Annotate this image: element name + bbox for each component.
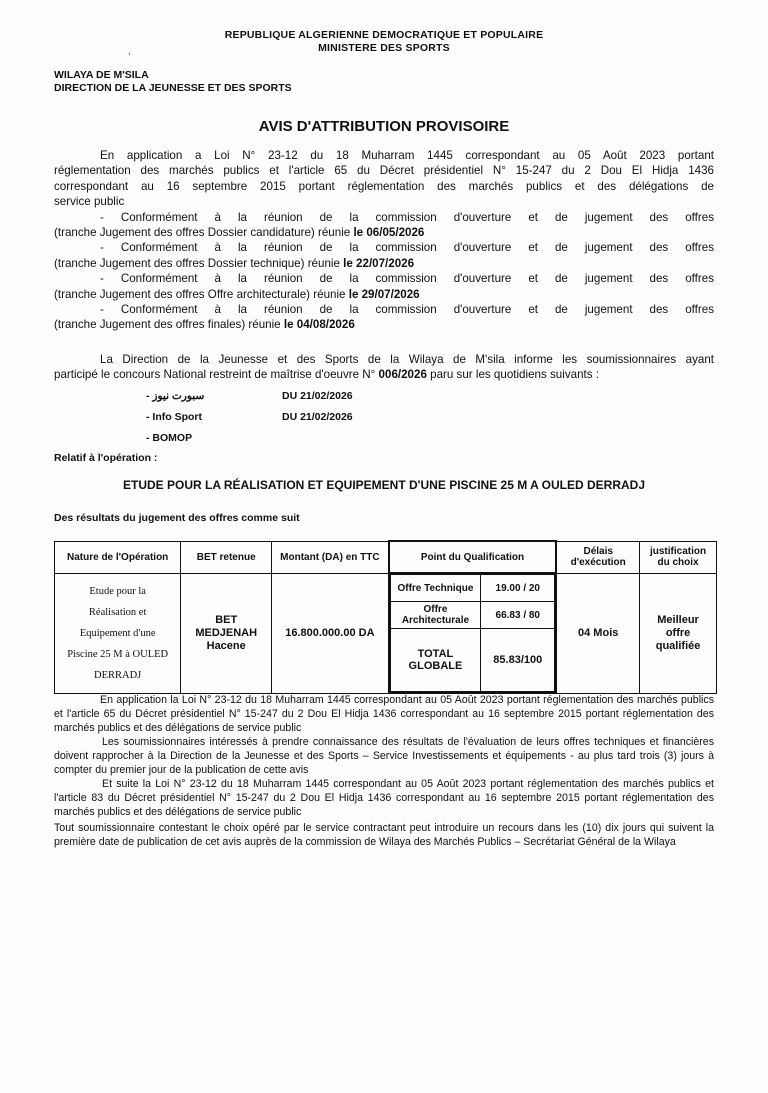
col-header-montant: Montant (DA) en TTC [272, 541, 389, 573]
col-header-justif: justification du choix [640, 541, 717, 573]
announce-line: participé le concours National restreint de maîtrise d'oeuvre N° 006/2026 paru sur les quotidiens suivants : [54, 368, 599, 382]
cell-montant: 16.800.000.00 DA [272, 573, 389, 693]
pen-mark: , [128, 46, 131, 57]
contest-number: 006/2026 [378, 368, 427, 382]
meeting-line: (tranche Jugement des offres finales) réunie le 04/08/2026 [54, 318, 355, 332]
score-label: Offre Technique [390, 575, 481, 602]
cell-bet: BET MEDJENAH Hacene [181, 573, 272, 693]
announce-line: La Direction de la Jeunesse et des Sports de la Wilaya de M'sila informe les soumissionnaires ayant [100, 353, 714, 366]
meeting-date: le 06/05/2026 [353, 226, 425, 240]
newspaper-name: - BOMOP [146, 432, 193, 444]
relatif-label: Relatif à l'opération : [54, 452, 158, 464]
points-subtable [390, 574, 556, 692]
newspaper-date: DU 21/02/2026 [282, 411, 353, 423]
col-header-bet: BET retenue [181, 541, 272, 573]
meeting-line: (tranche Jugement des offres Offre architecturale) réunie le 29/07/2026 [54, 287, 420, 301]
ministry-heading: MINISTERE DES SPORTS [318, 42, 450, 54]
meeting-line: - Conformément à la réunion de la commission d'ouverture et de jugement des offres [100, 210, 714, 224]
intro-line: correspondant au 16 septembre 2015 portant réglementation des marchés publics et des délégations de [54, 179, 714, 193]
score-value: 66.83 / 80 [481, 602, 555, 629]
col-header-delais: Délais d'exécution [556, 541, 639, 573]
closing-paragraph-3: Et suite la Loi N° 23-12 du 18 Muharram 1445 correspondant au 05 Août 2023 portant réglementation des marchés publics et l'article 83 du Décret présidentiel N° 15-247 du 2 Dou El Hidja 1436 correspondant au 16 septembre 2015 portant réglementation des marchés publics et des délégations de service public [54, 778, 714, 818]
meeting-line: - Conformément à la réunion de la commission d'ouverture et de jugement des offres [100, 241, 714, 255]
meeting-line: (tranche Jugement des offres Dossier technique) réunie le 22/07/2026 [54, 256, 415, 270]
col-header-points: Point du Qualification [389, 541, 557, 573]
page-title: AVIS D'ATTRIBUTION PROVISOIRE [258, 118, 510, 135]
meeting-line: (tranche Jugement des offres Dossier candidature) réunie le 06/05/2026 [54, 226, 425, 240]
newspaper-name: - سبورت نيوز [146, 390, 205, 402]
results-intro: Des résultats du jugement des offres comme suit [54, 512, 300, 524]
meeting-line: - Conformément à la réunion de la commission d'ouverture et de jugement des offres [100, 303, 714, 317]
cell-justif: Meilleur offre qualifiée [640, 573, 717, 693]
announce-paragraph [54, 352, 714, 383]
col-header-nature: Nature de l'Opération [55, 541, 181, 573]
score-value: 19.00 / 20 [481, 575, 555, 602]
meeting-date: le 04/08/2026 [283, 318, 355, 332]
intro-line: En application a Loi N° 23-12 du 18 Muharram 1445 correspondant au 05 Août 2023 portant [100, 149, 714, 162]
closing-paragraph-2: Les soumissionnaires intéressés à prendre connaissance des résultats de l'évaluation de leurs offres techniques et financières doivent rapprocher à la Direction de la Jeunesse et des Sports – Service Investissements et équipements - au plus tard trois (3) jours à compter du premier jour de la publication de cette avis [54, 736, 714, 776]
operation-title: ETUDE POUR LA RÉALISATION ET EQUIPEMENT D'UNE PISCINE 25 M A OULED DERRADJ [122, 478, 645, 492]
cell-points [389, 573, 557, 693]
closing-paragraph-4: Tout soumissionnaire contestant le choix opéré par le service contractant peut introduire un recours dans les (10) dix jours qui suivent la première date de publication de cet avis auprès de la commission de Wilaya des Marchés Publics – Secrétariat Général de la Wilaya [54, 822, 714, 848]
meeting-date: le 22/07/2026 [343, 256, 415, 270]
table-row [55, 573, 717, 693]
meeting-date: le 29/07/2026 [348, 287, 420, 301]
direction-heading: DIRECTION DE LA JEUNESSE ET DES SPORTS [54, 82, 292, 94]
intro-paragraph [54, 148, 714, 333]
newspaper-name: - Info Sport [146, 411, 202, 423]
meeting-line: - Conformément à la réunion de la commission d'ouverture et de jugement des offres [100, 272, 714, 286]
intro-line: réglementation des marchés publics et l'article 65 du Décret présidentiel N° 15-247 du 2 Dou El Hidja 1436 [54, 164, 714, 178]
newspaper-date: DU 21/02/2026 [282, 390, 353, 402]
score-label: TOTAL GLOBALE [390, 629, 481, 692]
wilaya-heading: WILAYA DE M'SILA [54, 69, 149, 81]
score-label: Offre Architecturale [390, 602, 481, 629]
cell-nature: Etude pour la Réalisation et Equipement d'une Piscine 25 M à OULED DERRADJ [55, 573, 181, 693]
cell-delais: 04 Mois [556, 573, 639, 693]
closing-paragraph-1: En application la Loi N° 23-12 du 18 Muharram 1445 correspondant au 05 Août 2023 portant réglementation des marchés publics et l'article 65 du Décret présidentiel N° 15-247 du 2 Dou El Hidja 1436 correspondant au 16 septembre 2015 portant réglementation des marchés publics et des délégations de service public [54, 694, 714, 734]
table-header-row [55, 541, 717, 573]
score-value: 85.83/100 [481, 629, 555, 692]
results-table [54, 540, 717, 694]
intro-line: service public [54, 195, 125, 209]
republic-heading: REPUBLIQUE ALGERIENNE DEMOCRATIQUE ET POPULAIRE [224, 29, 544, 41]
